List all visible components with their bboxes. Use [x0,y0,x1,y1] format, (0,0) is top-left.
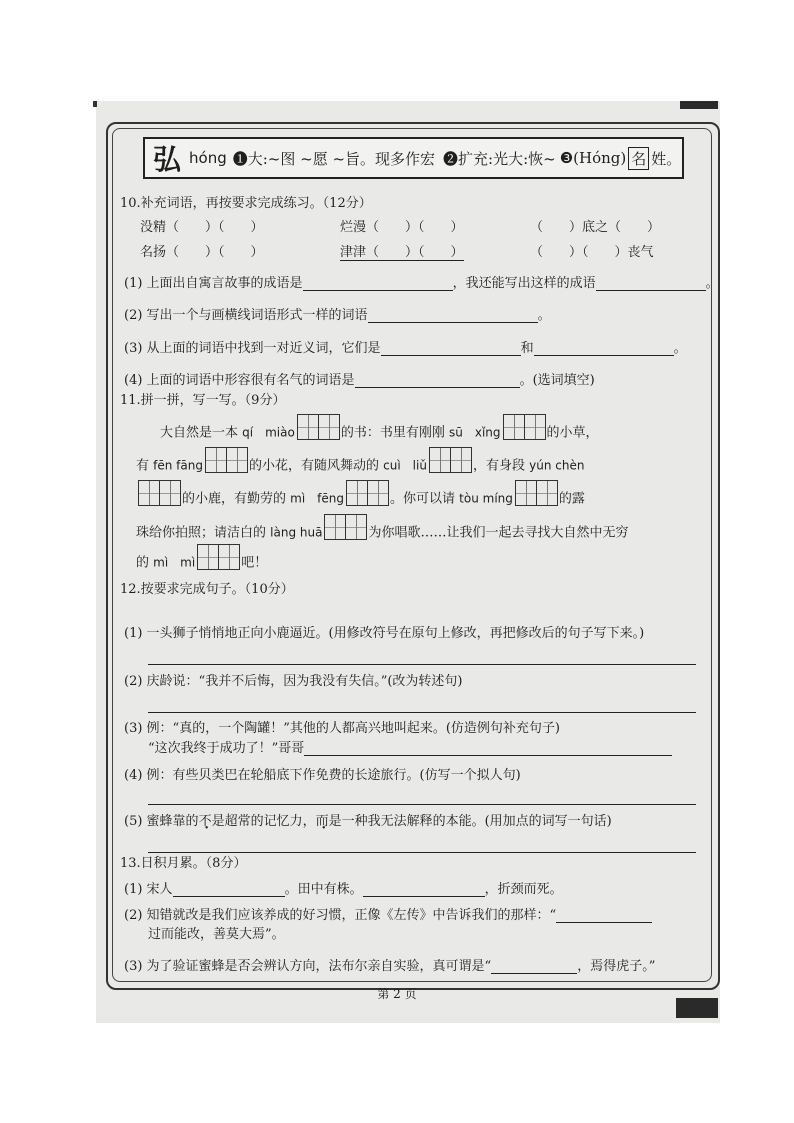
q10-sub-1 [124,272,719,291]
period: 。 [705,276,719,291]
q12-sub-5 [124,810,612,829]
dict-sense-3: ❸(Hóng) [559,149,627,167]
q12-sub-3: (3) 例：“真的，一个陶罐！”其他的人都高兴地叫起来。(仿造例句补充句子) [124,721,560,736]
q12-sub-5-text: (5) 蜜蜂靠的 [124,814,199,829]
dict-sense-2: ❷扩充:光大:恢~ [443,149,556,168]
pinyin-fenfang: fēn fāng [153,458,203,473]
q13-text: ，焉得虎子。” [577,959,656,974]
pinyin-touming: tòu míng [459,491,513,506]
answer-blank[interactable] [381,341,521,356]
q11-line-3 [136,480,585,518]
dict-character: 弘 [153,143,182,176]
write-grid[interactable] [324,514,366,552]
q10-sub-3 [124,337,687,356]
q13-sub-2-b: 过而能改，善莫大焉”。 [148,927,285,942]
pinyin-cuiliu: cuì liǔ [383,458,427,473]
page-number: 第 2 页 [377,987,417,1001]
q13-text: (1) 宋人 [124,882,173,897]
q10-sub-2-text: (2) 写出一个与画横线词语形式一样的词语 [124,308,368,323]
q11-text: 有 [136,458,150,474]
q13-text: 。田中有株。 [284,882,363,897]
q12-sub-5-text: 是一种我无法解释的本能。(用加点的词写一句话) [328,814,612,829]
pinyin-qimiao: qí miào [242,425,295,440]
q10-title: 10.补充词语，再按要求完成练习。（12分） [120,196,372,211]
q11-text: ，有身段 [472,458,525,474]
q11-text: 的小鹿，有勤劳的 [182,491,287,507]
q12-sub-4: (4) 例：有些贝类巴在轮船底下作免费的长途旅行。(仿写一个拟人句) [124,768,521,783]
pinyin-mimi: mì mì [153,555,196,570]
q10-sub-3-and: 和 [520,341,534,356]
q10-word-1: 没精（ ）（ ） [140,220,264,235]
q12-sub-3-prompt: “这次我终于成功了！”哥哥 [148,741,305,756]
period: 。 [673,341,687,356]
dict-sense-1: ❶大:~图 ~愿 ~旨。现多作宏 [232,149,436,168]
emphasis-dot-word: 不 [198,814,212,829]
q11-text: 的 [136,555,150,571]
answer-line[interactable] [148,804,696,805]
answer-blank[interactable] [363,882,485,897]
q11-text: 的小草， [546,425,599,441]
pinyin-suxing: sū xǐng [448,425,501,440]
q12-sub-1: (1) 一头狮子悄悄地正向小鹿逼近。(用修改符号在原句上修改，再把修改后的句子写下来。) [124,626,645,641]
answer-blank[interactable] [556,908,652,923]
q10-sub-2 [124,304,551,323]
answer-blank[interactable] [368,308,538,323]
q12-sub-2: (2) 庆龄说：“我并不后悔，因为我没有失信。”(改为转述句) [124,674,463,689]
q10-sub-4-text: (4) 上面的词语中形容很有名气的词语是 [124,373,355,388]
q10-sub-3-text: (3) 从上面的词语中找到一对近义词，它们是 [124,341,381,356]
pinyin-yunchen: yún chèn [529,458,585,473]
answer-line[interactable] [148,664,696,665]
q12-title: 12.按要求完成句子。（10分） [120,582,294,597]
answer-blank[interactable] [534,341,674,356]
answer-line[interactable] [148,712,696,713]
q13-sub-2 [124,904,652,923]
q11-text: 吧！ [241,555,268,571]
q11-title: 11.拼一拼，写一写。（9分） [120,393,286,408]
dict-boxed-char: 名 [628,147,649,170]
answer-blank[interactable] [304,741,672,756]
q13-text: (3) 为了验证蜜蜂是否会辨认方向，法布尔亲自实验，真可谓是“ [124,959,492,974]
q13-title: 13.日积月累。（8分） [120,856,247,871]
q11-text: 为你唱歌……让我们一起去寻找大自然中无穷 [368,525,629,541]
answer-blank[interactable] [491,959,577,974]
answer-blank[interactable] [173,882,285,897]
write-grid[interactable] [197,544,239,582]
answer-blank[interactable] [355,373,520,388]
q12-sub-3-b [148,737,672,756]
q11-text: 的露 [558,491,585,507]
scan-mark [93,101,97,107]
q10-sub-4-note: 。(选词填空) [519,373,595,388]
pinyin-langhua: làng huā [270,525,323,540]
period: 。 [537,308,551,323]
q13-sub-3 [124,955,655,974]
q13-text: ，折颈而死。 [484,882,563,897]
q11-line-5 [136,544,267,582]
q10-word-2: 烂漫（ ）（ ） [340,220,464,235]
q10-sub-1-text: (1) 上面出自寓言故事的成语是 [124,276,303,291]
q11-text: 的书：书里有刚刚 [340,425,445,441]
q11-text: 的小花，有随风舞动的 [248,458,379,474]
q11-text: 大自然是一本 [160,425,239,441]
q10-sub-4 [124,369,595,388]
q10-word-3: （ ）底之（ ） [530,220,661,235]
q10-word-4: 名扬（ ）（ ） [140,245,264,260]
dict-sense-3-end: 姓。 [651,149,682,168]
q13-sub-1 [124,878,563,897]
dictionary-entry [143,137,684,179]
q10-sub-1-text-b: ，我还能写出这样的成语 [452,276,596,291]
q13-text: (2) 知错就改是我们应该养成的好习惯，正像《左传》中告诉我们的那样：“ [124,908,557,923]
emphasis-dot-word: 而 [315,814,329,829]
answer-blank[interactable] [596,276,706,291]
scan-tab-top [680,101,718,109]
pinyin-mifeng: mì fēng [290,491,345,506]
write-grid[interactable] [138,480,180,518]
q11-text: 珠给你拍照；请洁白的 [136,525,267,541]
answer-blank[interactable] [303,276,453,291]
q11-text: 。你可以请 [390,491,456,507]
write-grid[interactable] [346,480,388,518]
write-grid[interactable] [515,480,557,518]
q10-word-5-underlined: 津津（ ）（ ） [340,241,464,261]
q10-word-6: （ ）（ ）丧气 [530,245,654,260]
dict-pinyin: hóng [189,149,227,167]
q12-sub-5-text: 是超常的记忆力， [211,814,316,829]
